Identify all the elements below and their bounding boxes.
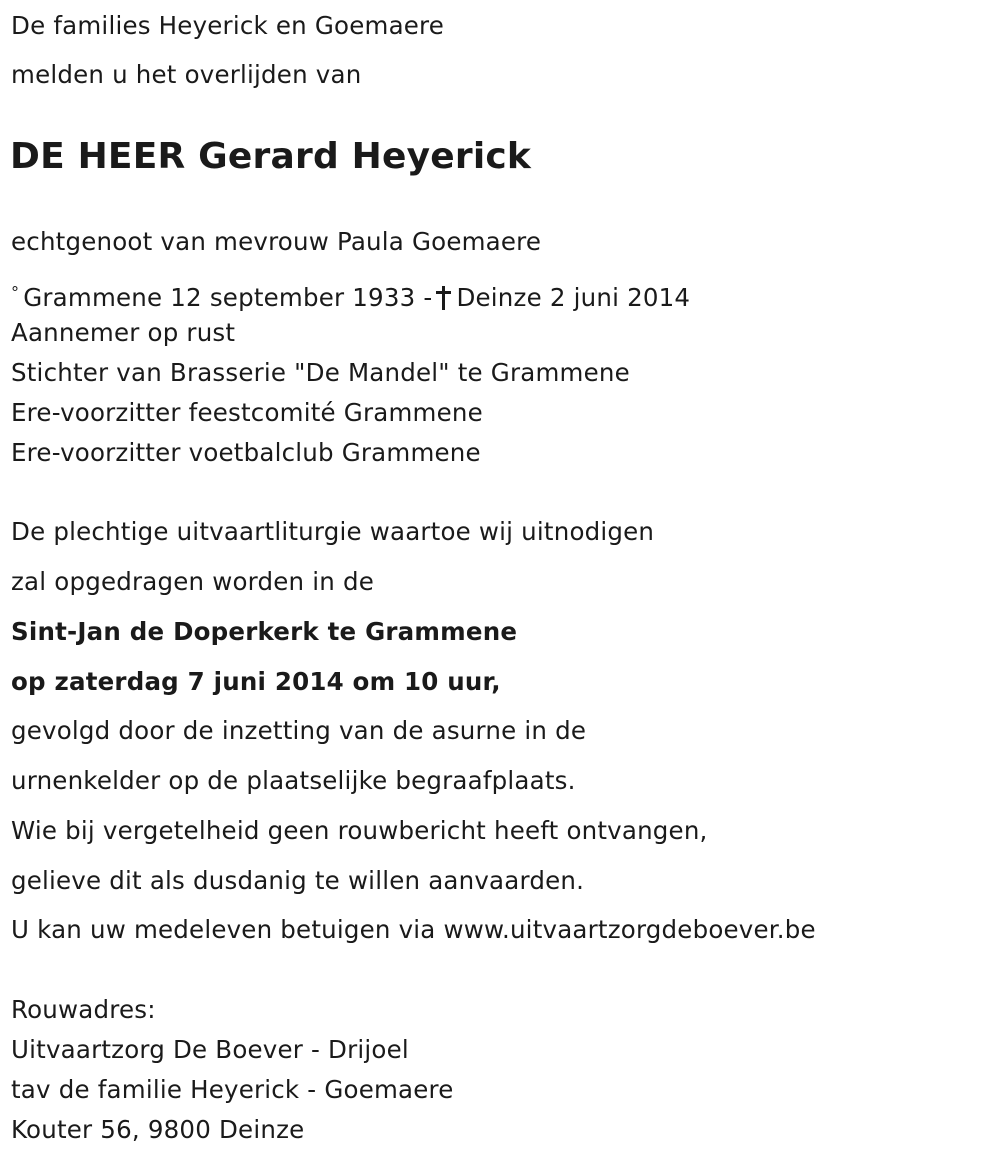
address-line: Uitvaartzorg De Boever - Drijoel: [11, 1035, 409, 1064]
church-line: Sint-Jan de Doperkerk te Grammene: [11, 617, 518, 646]
spouse-line: echtgenoot van mevrouw Paula Goemaere: [11, 227, 542, 256]
datetime-line: op zaterdag 7 juni 2014 om 10 uur,: [11, 667, 501, 696]
deceased-name: DE HEER Gerard Heyerick: [10, 136, 532, 177]
intro-line: melden u het overlijden van: [11, 60, 362, 89]
funeral-line: gevolgd door de inzetting van de asurne in de: [11, 716, 587, 745]
death-info: Deinze 2 juni 2014: [456, 283, 691, 312]
funeral-line: urnenkelder op de plaatselijke begraafplaats.: [11, 766, 576, 795]
dates-line: [11, 278, 690, 313]
birth-symbol: °: [11, 283, 20, 302]
funeral-line: zal opgedragen worden in de: [11, 567, 374, 596]
cross-icon: [436, 286, 452, 310]
condolence-line: U kan uw medeleven betuigen via www.uitvaartzorgdeboever.be: [11, 915, 816, 944]
role-line: Ere-voorzitter feestcomité Grammene: [11, 398, 483, 427]
role-line: Ere-voorzitter voetbalclub Grammene: [11, 438, 481, 467]
role-line: Aannemer op rust: [11, 318, 236, 347]
birth-info: Grammene 12 september 1933 -: [23, 283, 433, 312]
address-line: tav de familie Heyerick - Goemaere: [11, 1075, 454, 1104]
role-line: Stichter van Brasserie "De Mandel" te Grammene: [11, 358, 630, 387]
funeral-line: Wie bij vergetelheid geen rouwbericht heeft ontvangen,: [11, 816, 708, 845]
families-line: De families Heyerick en Goemaere: [11, 11, 445, 40]
address-heading: Rouwadres:: [11, 995, 156, 1024]
funeral-line: gelieve dit als dusdanig te willen aanvaarden.: [11, 866, 585, 895]
funeral-line: De plechtige uitvaartliturgie waartoe wij uitnodigen: [11, 517, 655, 546]
address-line: Kouter 56, 9800 Deinze: [11, 1115, 305, 1144]
